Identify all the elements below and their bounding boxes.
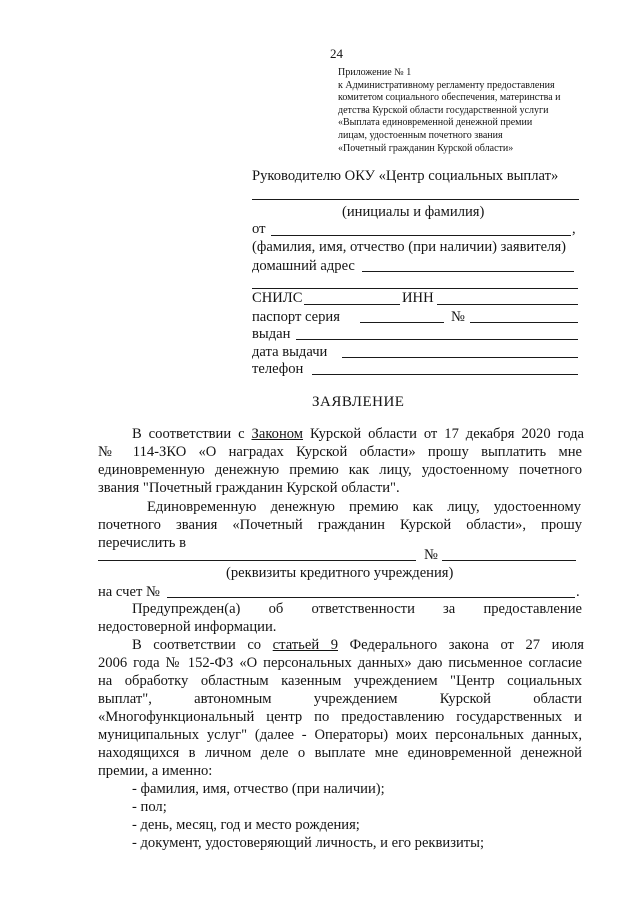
p4-line-7: находящихся в личном деле о выплате мне единовременной денежной [98, 745, 582, 761]
p3-line-2: недостоверной информации. [98, 619, 277, 635]
article-link[interactable]: статьей 9 [272, 637, 338, 653]
p2-line-3: перечислить в [98, 535, 186, 551]
appendix-line: детства Курской области государственной услуги [338, 104, 549, 116]
home-address-line[interactable] [362, 271, 574, 272]
initials-caption: (инициалы и фамилия) [342, 204, 485, 220]
p1-line-1-start: В соответствии с [132, 426, 252, 442]
document-title: ЗАЯВЛЕНИЕ [312, 394, 405, 410]
snils-line[interactable] [304, 304, 400, 305]
account-label: на счет № [98, 584, 160, 600]
p4-line-1-end: Федерального закона от 27 июля [338, 637, 585, 653]
passport-series-label: паспорт серия [252, 309, 340, 325]
p1-line-1-end: Курской области от 17 декабря 2020 года [303, 426, 584, 442]
p1-line-1 [132, 425, 584, 443]
passport-number-label: № [451, 309, 465, 325]
from-label: от [252, 221, 266, 237]
home-address-label: домашний адрес [252, 258, 355, 274]
bank-caption: (реквизиты кредитного учреждения) [226, 565, 454, 581]
list-item: - документ, удостоверяющий личность, и его реквизиты; [132, 835, 485, 851]
p4-line-1 [132, 636, 584, 654]
bank-number-line[interactable] [442, 560, 576, 561]
inn-label: ИНН [402, 290, 434, 306]
appendix-line: Приложение № 1 [338, 67, 412, 78]
inn-line[interactable] [437, 304, 578, 305]
passport-number-line[interactable] [470, 322, 578, 323]
list-item: - день, месяц, год и место рождения; [132, 817, 360, 833]
p2-line-2: почетного звания «Почетный гражданин Курской области», прошу [98, 517, 582, 533]
phone-line[interactable] [312, 374, 578, 375]
p4-line-3: на обработку областным казенным учреждением "Центр социальных [98, 673, 582, 689]
p4-line-8: премии, а именно: [98, 763, 213, 779]
addressee: Руководителю ОКУ «Центр социальных выплат» [252, 168, 559, 184]
bank-number-label: № [424, 547, 438, 563]
page-number: 24 [330, 46, 343, 61]
appendix-line: комитетом социального обеспечения, материнства и [338, 92, 561, 104]
passport-series-line[interactable] [360, 322, 444, 323]
list-item: - фамилия, имя, отчество (при наличии); [132, 781, 385, 797]
appendix-line: «Почетный гражданин Курской области» [338, 142, 514, 154]
issued-by-label: выдан [252, 326, 291, 342]
account-end: . [576, 584, 580, 600]
from-comma: , [572, 221, 576, 237]
p1-line-2: № 114-ЗКО «О наградах Курской области» прошу выплатить мне [98, 444, 582, 460]
p3-line-1: Предупрежден(а) об ответственности за предоставление [132, 601, 582, 617]
appendix-block [338, 67, 560, 155]
applicant-caption: (фамилия, имя, отчество (при наличии) заявителя) [252, 239, 567, 255]
p4-line-2: 2006 года № 152-ФЗ «О персональных данных» даю письменное согласие [98, 655, 582, 671]
applicant-line[interactable] [271, 235, 571, 236]
p4-line-6: муниципальных услуг" (далее - Операторы) моих персональных данных, [98, 727, 582, 743]
snils-label: СНИЛС [252, 290, 303, 306]
p1-line-3: единовременную денежную премию как лицу, удостоенному почетного [98, 462, 582, 478]
issue-date-line[interactable] [342, 357, 578, 358]
p4-line-4: выплат", автономным учреждением Курской области [98, 691, 582, 707]
p4-line-5: «Многофункциональный центр по предоставлению государственных и [98, 709, 582, 725]
appendix-line: «Выплата единовременной денежной премии [338, 117, 533, 129]
p2-line-1: Единовременную денежную премию как лицу, удостоенному [147, 499, 581, 515]
law-link[interactable]: Законом [251, 426, 304, 442]
appendix-line: к Административному регламенту предоставления [338, 79, 555, 91]
bank-line[interactable] [98, 560, 416, 561]
issued-by-line[interactable] [296, 339, 578, 340]
p1-line-4: звания "Почетный гражданин Курской области". [98, 480, 400, 496]
phone-label: телефон [252, 361, 304, 377]
issue-date-label: дата выдачи [252, 344, 328, 360]
account-line[interactable] [167, 597, 575, 598]
initials-line[interactable] [252, 199, 579, 200]
list-item: - пол; [132, 799, 167, 815]
appendix-line: лицам, удостоенным почетного звания [338, 129, 503, 141]
p4-line-1-start: В соответствии со [132, 637, 273, 653]
